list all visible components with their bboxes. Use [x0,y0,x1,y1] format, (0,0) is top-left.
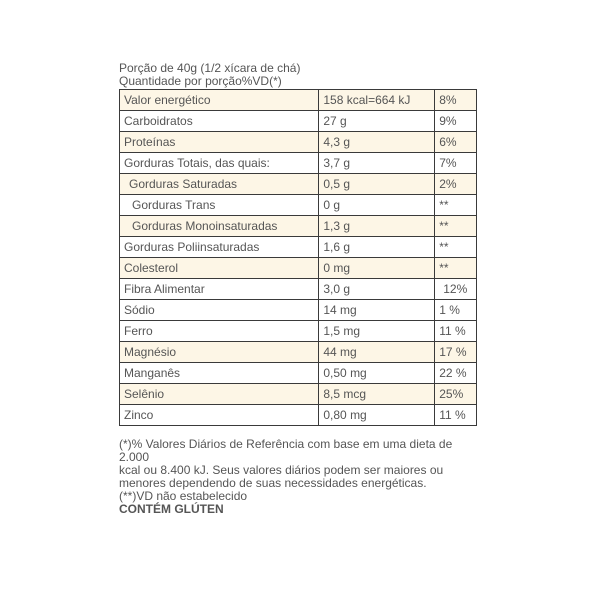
gluten-warning: CONTÉM GLÚTEN [119,502,224,516]
nutrient-daily-value: 12% [435,279,477,300]
nutrient-name: Ferro [120,321,319,342]
footnote-line: menores dependendo de suas necessidades energéticas. [119,476,427,490]
footnote-line: (*)% Valores Diários de Referência com base em uma dieta de 2.000 [119,437,453,464]
table-row [120,384,477,405]
nutrition-panel [119,62,479,516]
nutrient-daily-value: 9% [435,111,477,132]
nutrient-daily-value: 7% [435,153,477,174]
nutrient-amount: 158 kcal=664 kJ [319,90,435,111]
nutrient-name: Gorduras Poliinsaturadas [120,237,319,258]
table-row [120,153,477,174]
table-row [120,237,477,258]
nutrient-amount: 0 mg [319,258,435,279]
table-row [120,321,477,342]
nutrient-name: Selênio [120,384,319,405]
footnote-line: (**)VD não estabelecido [119,489,248,503]
nutrient-name: Colesterol [120,258,319,279]
nutrient-amount: 8,5 mcg [319,384,435,405]
nutrient-name: Gorduras Totais, das quais: [120,153,319,174]
nutrient-amount: 0 g [319,195,435,216]
nutrient-name: Proteínas [120,132,319,153]
nutrient-daily-value: 11 % [435,405,477,426]
nutrient-daily-value: 2% [435,174,477,195]
quantity-header: Quantidade por porção%VD(*) [119,74,282,88]
nutrient-daily-value: 11 % [435,321,477,342]
footnotes [119,438,479,516]
nutrient-name: Carboidratos [120,111,319,132]
nutrient-amount: 1,6 g [319,237,435,258]
table-row [120,279,477,300]
nutrient-daily-value: 17 % [435,342,477,363]
nutrition-table [119,89,477,426]
nutrient-daily-value: 6% [435,132,477,153]
table-row [120,363,477,384]
nutrient-daily-value: ** [435,216,477,237]
nutrient-amount: 0,5 g [319,174,435,195]
table-row [120,132,477,153]
table-row [120,405,477,426]
nutrient-amount: 44 mg [319,342,435,363]
table-row [120,258,477,279]
nutrient-amount: 27 g [319,111,435,132]
table-row [120,216,477,237]
nutrient-daily-value: 1 % [435,300,477,321]
nutrient-daily-value: ** [435,237,477,258]
nutrient-daily-value: ** [435,195,477,216]
nutrient-amount: 0,80 mg [319,405,435,426]
nutrient-name: Valor energético [120,90,319,111]
nutrient-daily-value: ** [435,258,477,279]
nutrient-amount: 0,50 mg [319,363,435,384]
nutrient-name: Gorduras Saturadas [120,174,319,195]
nutrient-amount: 14 mg [319,300,435,321]
nutrient-name: Sódio [120,300,319,321]
table-row [120,195,477,216]
nutrient-name: Magnésio [120,342,319,363]
nutrient-name: Gorduras Monoinsaturadas [120,216,319,237]
nutrient-name: Zinco [120,405,319,426]
nutrient-amount: 4,3 g [319,132,435,153]
nutrient-daily-value: 22 % [435,363,477,384]
nutrient-amount: 1,3 g [319,216,435,237]
nutrient-amount: 3,7 g [319,153,435,174]
table-row [120,300,477,321]
table-row [120,90,477,111]
table-row [120,111,477,132]
table-row [120,174,477,195]
nutrient-daily-value: 8% [435,90,477,111]
nutrient-amount: 3,0 g [319,279,435,300]
footnote-line: kcal ou 8.400 kJ. Seus valores diários podem ser maiores ou [119,463,444,477]
nutrient-name: Manganês [120,363,319,384]
serving-size: Porção de 40g (1/2 xícara de chá) [119,61,301,75]
nutrient-amount: 1,5 mg [319,321,435,342]
nutrient-name: Gorduras Trans [120,195,319,216]
table-row [120,342,477,363]
nutrient-name: Fibra Alimentar [120,279,319,300]
nutrient-daily-value: 25% [435,384,477,405]
